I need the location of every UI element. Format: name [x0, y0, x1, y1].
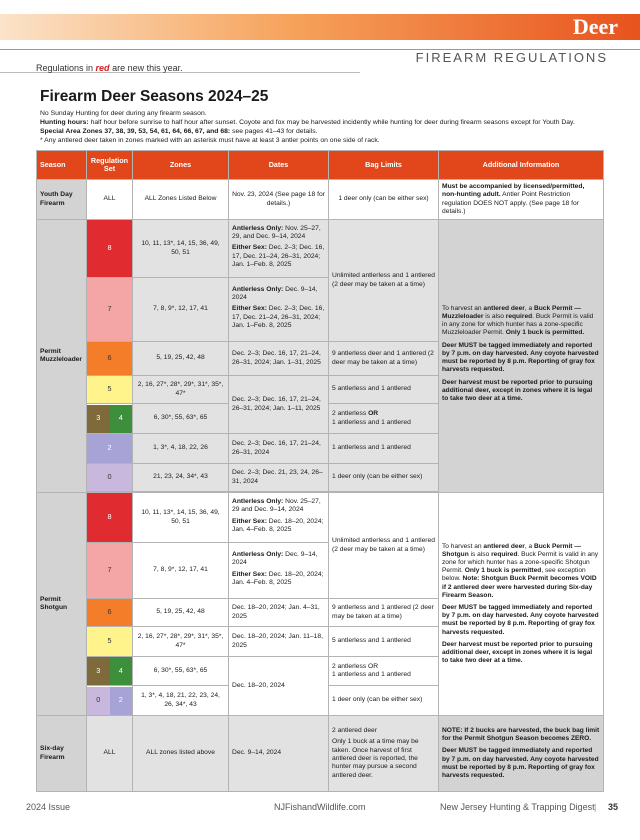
dates-cell: Dec. 18–20, 2024; Jan. 4–31, 2025 — [229, 599, 329, 627]
regset-cell: 6 — [87, 599, 133, 627]
footer-separator: | — [594, 802, 597, 812]
regset-2: 2 — [110, 687, 133, 715]
regset-cell — [87, 404, 133, 434]
zones-cell: 6, 30*, 55, 63*, 65 — [133, 404, 229, 434]
table-header-row — [37, 151, 604, 180]
zones-cell: ALL Zones Listed Below — [133, 180, 229, 220]
zones-cell: 7, 8, 9*, 12, 17, 41 — [133, 543, 229, 599]
dates-cell: Dec. 18–20, 2024 — [229, 657, 329, 716]
info-cell: NOTE: If 2 bucks are harvested, the buck bag limit for the Permit Shotgun Season becomes ZERO. Deer MUST be tagged immediately and reported by 7 p.m. on day harvested. Any coyote harvested must be reported by 8 p.m. Reporting of gray fox harvests requested. — [439, 716, 604, 792]
intro-notes: No Sunday Hunting for deer during any firearm season. Hunting hours: half hour before sunrise to half hour after sunset. Coyote and fox may be harvested incidently while hunting for deer during firearm seasons except for Youth Day. Special Area Zones 37, 38, 39, 53, 54, 61, 64, 66, 67, and 68: see pages 41–43 for details. * Any antlered deer taken in zones marked with an asterisk must have at least 3 antler points on one side of rack. — [40, 110, 575, 144]
zones-cell: 10, 11, 13*, 14, 15, 36, 49, 50, 51 — [133, 493, 229, 543]
regset-cell: 0 — [87, 464, 133, 492]
info-cell: Must be accompanied by licensed/permitted, non-hunting adult. Antler Point Restriction regulation DOES NOT apply. (See page 18 for details.) — [439, 180, 604, 220]
season-cell: Six-day Firearm — [37, 716, 87, 792]
dates-cell: Antlerless Only: Nov. 25–27, 29, and Dec. 9–14, 2024 Either Sex: Dec. 2–3; Dec. 16, 17, Dec. 21–24, 26–31, 2024; Jan. 1–Feb. 8, 2025 — [229, 220, 329, 278]
regset-cell: 7 — [87, 278, 133, 342]
header-additional-info: Additional Information — [439, 151, 604, 180]
zones-cell: ALL zones listed above — [133, 716, 229, 792]
bag-cell: 1 deer only (can be either sex) — [329, 180, 439, 220]
dates-cell: Dec. 9–14, 2024 — [229, 716, 329, 792]
header-regulation-set: Regulation Set — [87, 151, 133, 180]
regset-0: 0 — [87, 687, 110, 715]
regset-cell: 7 — [87, 543, 133, 599]
bag-cell: 5 antlerless and 1 antlered — [329, 376, 439, 404]
zones-cell: 2, 16, 27*, 28*, 29*, 31*, 35*, 47* — [133, 627, 229, 657]
deer-seasons-table — [36, 150, 604, 792]
regset-cell: 8 — [87, 493, 133, 543]
bag-cell: Unlimited antlerless and 1 antlered (2 deer may be taken at a time) — [329, 493, 439, 599]
regset-4: 4 — [110, 405, 133, 433]
bag-cell: 1 antlerless and 1 antlered — [329, 434, 439, 464]
dates-cell: Antlerless Only: Dec. 9–14, 2024 Either Sex: Dec. 2–3; Dec. 16, 17, Dec. 21–24, 26–31, 2024; Jan. 1–Feb. 8, 2025 — [229, 278, 329, 342]
info-cell: To harvest an antlered deer, a Buck Permit — Muzzleloader is also required. Buck Permit is valid in any zone for which hunter has a zone-specific Muzzleloader Permit. Only 1 buck is permitted. Deer MUST be tagged immediately and reported by 7 p.m. on day harvested. Any coyote harvested must be reported by 8 p.m. Reporting of gray fox harvests requested. Deer harvest must be reported prior to pursuing additional deer, except in zones where it is legal to take two deer at a time. — [439, 220, 604, 493]
footer-publication: New Jersey Hunting & Trapping Digest — [440, 802, 595, 812]
zones-cell: 5, 19, 25, 42, 48 — [133, 599, 229, 627]
regset-cell: 5 — [87, 376, 133, 404]
header-band — [0, 14, 640, 40]
bag-cell: 2 antlered deer Only 1 buck at a time may be taken. Once harvest of first antlered deer is reported, the hunter may pursue a second antlered deer. — [329, 716, 439, 792]
bag-cell: 2 antlerless OR 1 antlerless and 1 antlered — [329, 404, 439, 434]
page-title: Firearm Deer Seasons 2024–25 — [40, 88, 269, 105]
season-cell: Permit Shotgun — [37, 493, 87, 716]
dates-cell: Antlerless Only: Nov. 25–27, 29 and Dec. 9–14, 2024 Either Sex: Dec. 18–20, 2024; Jan. 4–Feb. 8, 2025 — [229, 493, 329, 543]
season-cell: Youth Day Firearm — [37, 180, 87, 220]
table-row — [37, 493, 604, 543]
regset-cell: 2 — [87, 434, 133, 464]
table-row — [37, 180, 604, 220]
bag-cell: 5 antlerless and 1 antlered — [329, 627, 439, 657]
regset-cell: 6 — [87, 342, 133, 376]
page-number: 35 — [608, 802, 619, 812]
zones-cell: 7, 8, 9*, 12, 17, 41 — [133, 278, 229, 342]
footer-issue: 2024 Issue — [26, 802, 71, 812]
header-season: Season — [37, 151, 87, 180]
bag-cell: 9 antlerless deer and 1 antlered (2 deer may be taken at a time) — [329, 342, 439, 376]
regset-3: 3 — [87, 405, 110, 433]
subsection-title: FIREARM REGULATIONS — [415, 50, 608, 65]
zones-cell: 1, 3*, 4, 18, 21, 22, 23, 24, 26, 34*, 43 — [133, 686, 229, 716]
regset-cell: ALL — [87, 180, 133, 220]
regset-cell: ALL — [87, 716, 133, 792]
dates-cell: Dec. 2–3; Dec. 21, 23, 24, 26–31, 2024 — [229, 464, 329, 492]
dates-cell: Nov. 23, 2024 (See page 18 for details.) — [229, 180, 329, 220]
footer-website: NJFishandWildlife.com — [274, 802, 366, 812]
table-row — [37, 716, 604, 792]
zones-cell: 1, 3*, 4, 18, 22, 26 — [133, 434, 229, 464]
dates-cell: Dec. 18–20, 2024; Jan. 11–18, 2025 — [229, 627, 329, 657]
zones-cell: 5, 19, 25, 42, 48 — [133, 342, 229, 376]
bag-cell: Unlimited antlerless and 1 antlered (2 deer may be taken at a time) — [329, 220, 439, 342]
dates-cell: Dec. 2–3; Dec. 16, 17, 21–24, 26–31, 2024; Jan. 1–31, 2025 — [229, 342, 329, 376]
info-cell: To harvest an antlered deer, a Buck Permit — Shotgun is also required. Buck Permit is valid in any zone for which hunter has a zone-specific Shotgun Permit. Only 1 buck is permitted, see exception below. Note: Shotgun Buck Permit becomes VOID if 2 antlered deer were harvested during Six-day Firearm Season. Deer MUST be tagged immediately and reported by 7 p.m. on day harvested. Any coyote harvested must be reported by 8 p.m. Reporting of gray fox harvests requested. Deer harvest must be reported prior to pursuing additional deer, except in zones where it is legal to take two deer at a time. — [439, 493, 604, 716]
regset-4: 4 — [110, 657, 133, 685]
header-zones: Zones — [133, 151, 229, 180]
dates-cell: Antlerless Only: Dec. 9–14, 2024 Either Sex: Dec. 18–20, 2024; Jan. 4–Feb. 8, 2025 — [229, 543, 329, 599]
red-keyword: red — [95, 63, 110, 73]
season-cell: Permit Muzzleloader — [37, 220, 87, 493]
section-title: Deer — [572, 14, 618, 39]
regset-cell — [87, 657, 133, 686]
bag-cell: 2 antlerless OR 1 antlerless and 1 antlered — [329, 657, 439, 686]
zones-cell: 21, 23, 24, 34*, 43 — [133, 464, 229, 492]
zones-cell: 2, 16, 27*, 28*, 29*, 31*, 35*, 47* — [133, 376, 229, 404]
bag-cell: 1 deer only (can be either sex) — [329, 464, 439, 492]
zones-cell: 6, 30*, 55, 63*, 65 — [133, 657, 229, 686]
new-regulations-note: Regulations in red are new this year. — [36, 63, 183, 73]
header-bag-limits: Bag Limits — [329, 151, 439, 180]
table-row — [37, 220, 604, 278]
zones-cell: 10, 11, 13*, 14, 15, 36, 49, 50, 51 — [133, 220, 229, 278]
header-dates: Dates — [229, 151, 329, 180]
dates-cell: Dec. 2–3; Dec. 16, 17, 21–24, 26–31, 2024; Jan. 1–11, 2025 — [229, 376, 329, 434]
bag-cell: 9 antlerless and 1 antlered (2 deer may be taken at a time) — [329, 599, 439, 627]
dates-cell: Dec. 2–3; Dec. 16, 17, 21–24, 26–31, 2024 — [229, 434, 329, 464]
regset-cell — [87, 686, 133, 716]
bag-cell: 1 deer only (can be either sex) — [329, 686, 439, 716]
regset-3: 3 — [87, 657, 110, 685]
regset-cell: 8 — [87, 220, 133, 278]
regset-cell: 5 — [87, 627, 133, 657]
